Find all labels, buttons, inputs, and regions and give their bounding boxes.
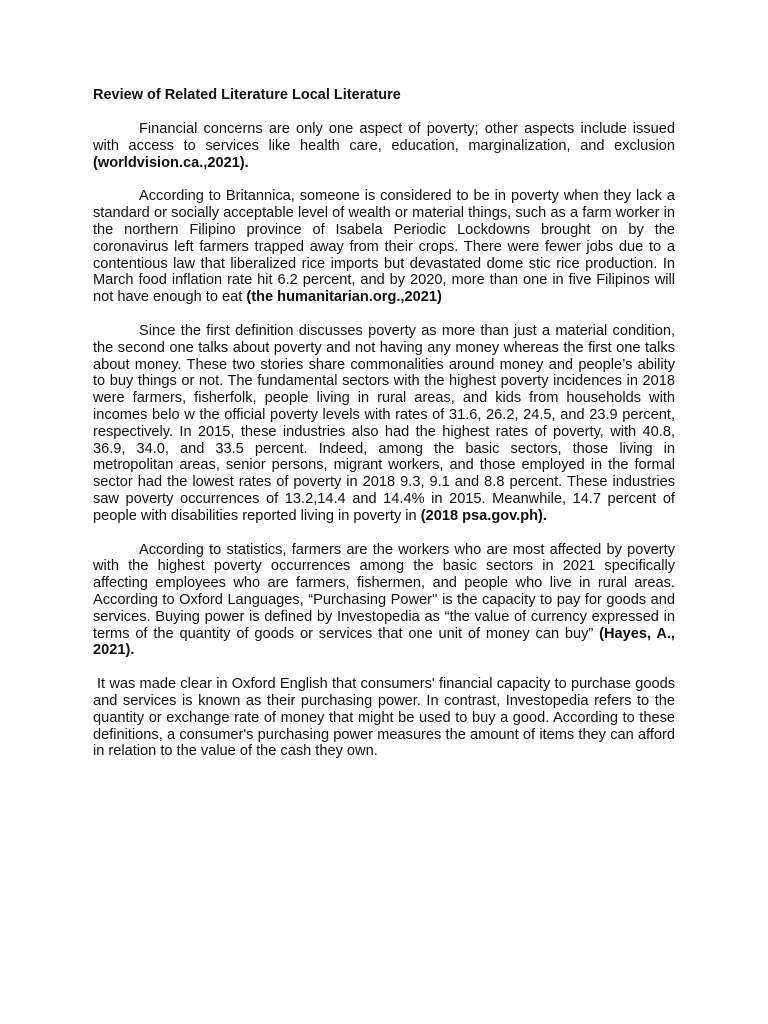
paragraph-4 — [93, 542, 675, 660]
paragraph-citation: (Hayes, A., 2021). — [93, 625, 675, 659]
paragraph-5 — [93, 676, 675, 760]
paragraph-citation: (2018 psa.gov.ph). — [420, 507, 547, 524]
paragraph-citation: (the humanitarian.org.,2021) — [246, 289, 442, 306]
document-heading: Review of Related Literature Local Literature — [93, 87, 401, 103]
paragraph-2 — [93, 188, 675, 306]
paragraph-text: According to statistics, farmers are the workers who are most affected by poverty with the highest poverty occurrences among the basic sectors in 2021 specifically affecting employees who are farmers, fishermen, and people who live in rural areas. According to Oxford Languages, “Purchasing Power'' is the capacity to pay for goods and services. Buying power is defined by Investopedia as “the value of currency expressed in terms of the quantity of goods or services that one unit of money can buy” — [93, 541, 675, 642]
paragraph-3 — [93, 323, 675, 525]
paragraph-citation: (worldvision.ca.,2021). — [93, 154, 249, 171]
paragraph-1 — [93, 121, 675, 171]
paragraph-text: Financial concerns are only one aspect of poverty; other aspects include issued with access to services like health care, education, marginalization, and exclusion — [93, 121, 675, 154]
document-page — [93, 87, 675, 777]
paragraph-text: It was made clear in Oxford English that consumers' financial capacity to purchase goods and services is known as their purchasing power. In contrast, Investopedia refers to the quantity or exchange rate of money that might be used to buy a good. According to these definitions, a consumer's purchasing power measures the amount of items they can afford in relation to the value of the cash they own. — [93, 676, 675, 760]
paragraph-text: According to Britannica, someone is considered to be in poverty when they lack a standard or socially acceptable level of wealth or material things, such as a farm worker in the northern Filipino province of Isabela Periodic Lockdowns brought on by the coronavirus left farmers trapped away from their crops. There were fewer jobs due to a contentious law that liberalized rice imports but devastated dome stic rice production. In March food inflation rate hit 6.2 percent, and by 2020, more than one in five Filipinos will not have enough to eat — [93, 188, 675, 306]
paragraph-text: Since the first definition discusses poverty as more than just a material condition, the second one talks about poverty and not having any money whereas the first one talks about money. These two stories share commonalities around money and people’s ability to buy things or not. The fundamental sectors with the highest poverty incidences in 2018 were farmers, fisherfolk, people living in rural areas, and kids from households with incomes belo w the official poverty levels with rates of 31.6, 26.2, 24.5, and 23.9 percent, respectively. In 2015, these industries also had the highest rates of poverty, with 40.8, 36.9, 34.0, and 33.5 percent. Indeed, among the basic sectors, those living in metropolitan areas, senior persons, migrant workers, and those employed in the formal sector had the lowest rates of poverty in 2018 9.3, 9.1 and 8.8 percent. These industries saw poverty occurrences of 13.2,14.4 and 14.4% in 2015. Meanwhile, 14.7 percent of people with disabilities reported living in poverty in — [93, 322, 675, 524]
